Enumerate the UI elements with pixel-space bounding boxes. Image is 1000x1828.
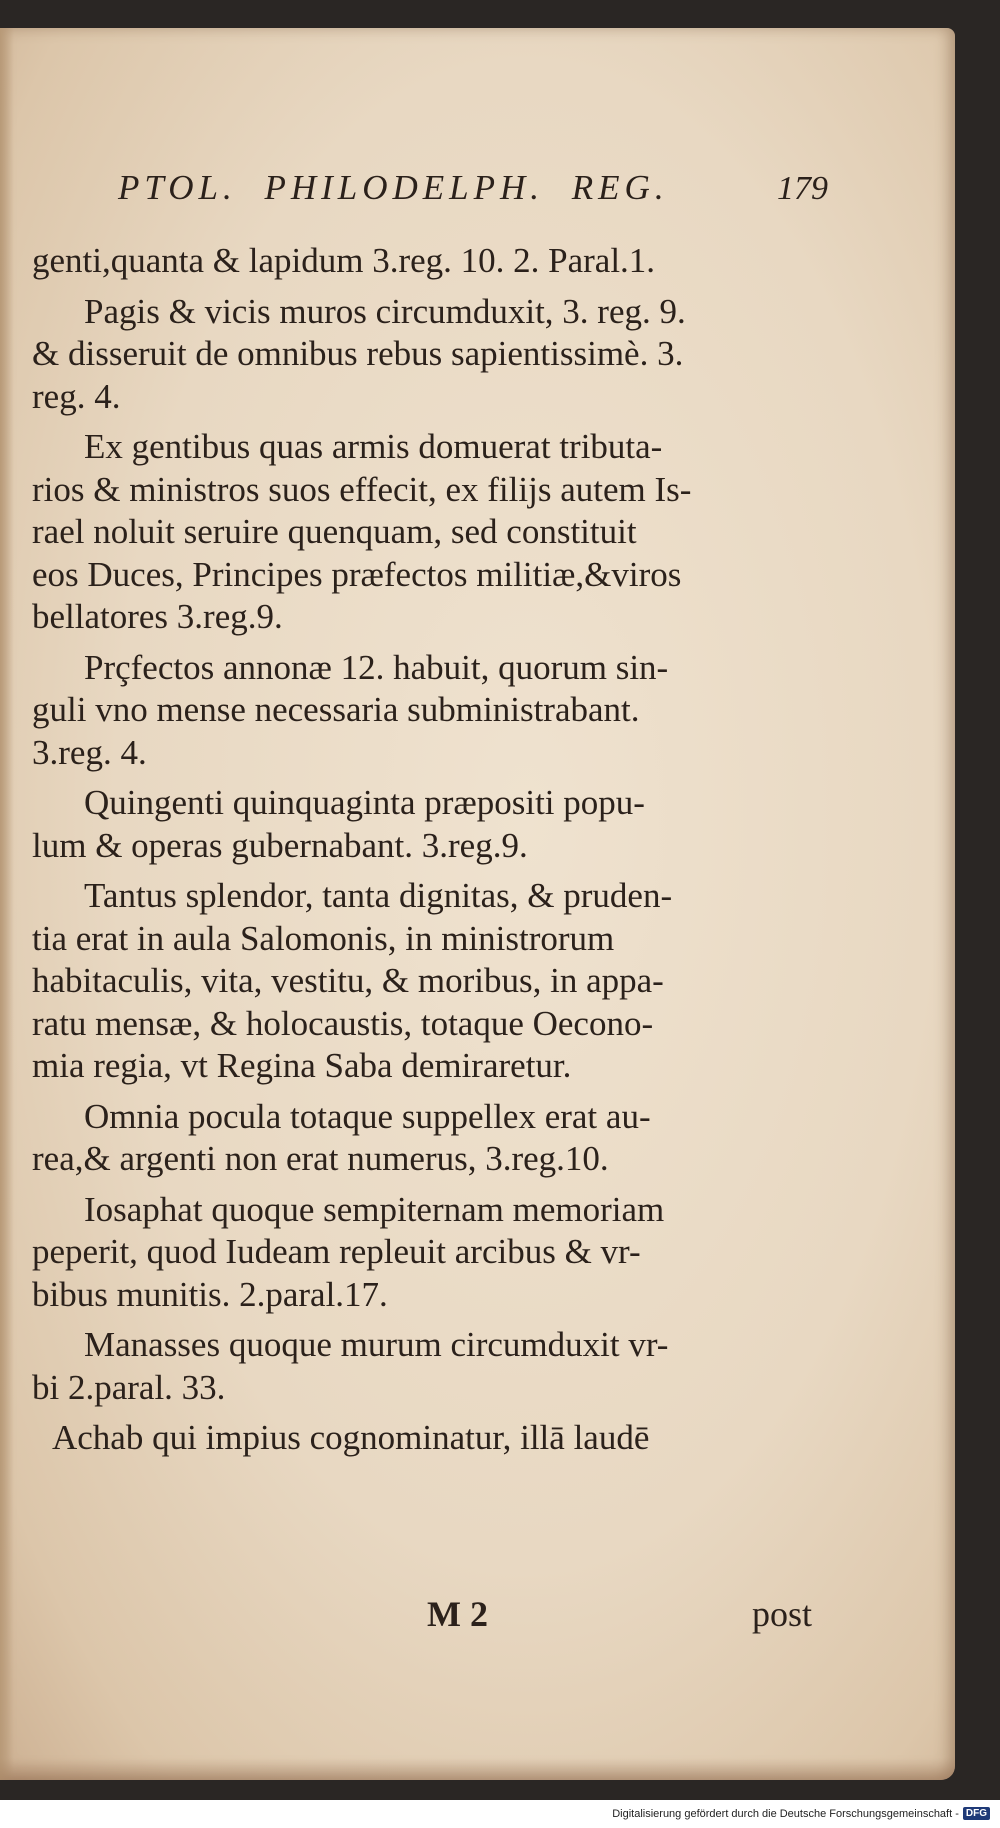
- page-header: [118, 168, 828, 218]
- text-line: habitaculis, vita, vestitu, & moribus, in appa-: [32, 961, 664, 1000]
- text-line: tia erat in aula Salomonis, in ministrorum: [32, 918, 615, 958]
- paragraph: [32, 782, 812, 867]
- text-line: lum & operas gubernabant. 3.reg.9.: [32, 825, 528, 865]
- text-line: reg. 4.: [32, 376, 121, 416]
- text-line: Pagis & vicis muros circumduxit, 3. reg. 9.: [84, 291, 686, 331]
- text-line: Quingenti quinquaginta præpositi popu-: [84, 783, 645, 822]
- text-line: Iosaphat quoque sempiternam memoriam: [84, 1189, 665, 1229]
- paragraph: [32, 240, 812, 283]
- paragraph: [32, 1417, 812, 1460]
- text-line: 3.reg. 4.: [32, 732, 147, 772]
- digitization-credit: [612, 1807, 990, 1820]
- text-line: rios & ministros suos effecit, ex filijs autem Is-: [32, 469, 692, 509]
- text-line: Prçfectos annonæ 12. habuit, quorum sin-: [84, 647, 669, 687]
- text-line: Tantus splendor, tanta dignitas, & pruden-: [84, 876, 673, 915]
- paragraph: [32, 647, 812, 775]
- text-line: Manasses quoque murum circumduxit vr-: [84, 1325, 669, 1364]
- credit-text: Digitalisierung gefördert durch die Deutsche Forschungsgemeinschaft -: [612, 1807, 959, 1820]
- text-line: Achab qui impius cognominatur, illā laudē: [52, 1418, 650, 1457]
- paragraph: [32, 875, 812, 1088]
- paragraph: [32, 291, 812, 419]
- page-number: 179: [777, 170, 828, 207]
- catchword: post: [751, 1594, 812, 1634]
- text-line: Omnia pocula totaque suppellex erat au-: [84, 1096, 651, 1136]
- running-head: PTOL. PHILODELPH. REG.: [118, 168, 669, 207]
- paragraph: [32, 1324, 812, 1409]
- text-line: rael noluit seruire quenquam, sed constituit: [32, 512, 637, 551]
- text-line: bellatores 3.reg.9.: [32, 597, 283, 636]
- paragraph: [32, 1096, 812, 1181]
- text-line: Ex gentibus quas armis domuerat tributa-: [84, 427, 663, 466]
- text-line: genti,quanta & lapidum 3.reg. 10. 2. Paral.1.: [32, 241, 656, 280]
- paragraph: [32, 426, 812, 639]
- text-line: bibus munitis. 2.paral.17.: [32, 1274, 388, 1314]
- text-line: ratu mensæ, & holocaustis, totaque Oecono-: [32, 1003, 654, 1043]
- text-line: guli vno mense necessaria subministrabant.: [32, 690, 640, 729]
- body-text: [32, 240, 812, 1468]
- catchline: [32, 1593, 812, 1643]
- text-line: rea,& argenti non erat numerus, 3.reg.10.: [32, 1139, 609, 1178]
- signature-mark: M 2: [427, 1594, 488, 1634]
- book-page: [0, 28, 955, 1780]
- text-line: bi 2.paral. 33.: [32, 1367, 226, 1407]
- dfg-logo-icon: DFG: [963, 1807, 990, 1820]
- text-line: & disseruit de omnibus rebus sapientissimè. 3.: [32, 334, 684, 373]
- paragraph: [32, 1189, 812, 1317]
- text-line: peperit, quod Iudeam repleuit arcibus & vr-: [32, 1232, 641, 1271]
- text-line: eos Duces, Principes præfectos militiæ,&viros: [32, 554, 682, 594]
- text-line: mia regia, vt Regina Saba demiraretur.: [32, 1046, 572, 1085]
